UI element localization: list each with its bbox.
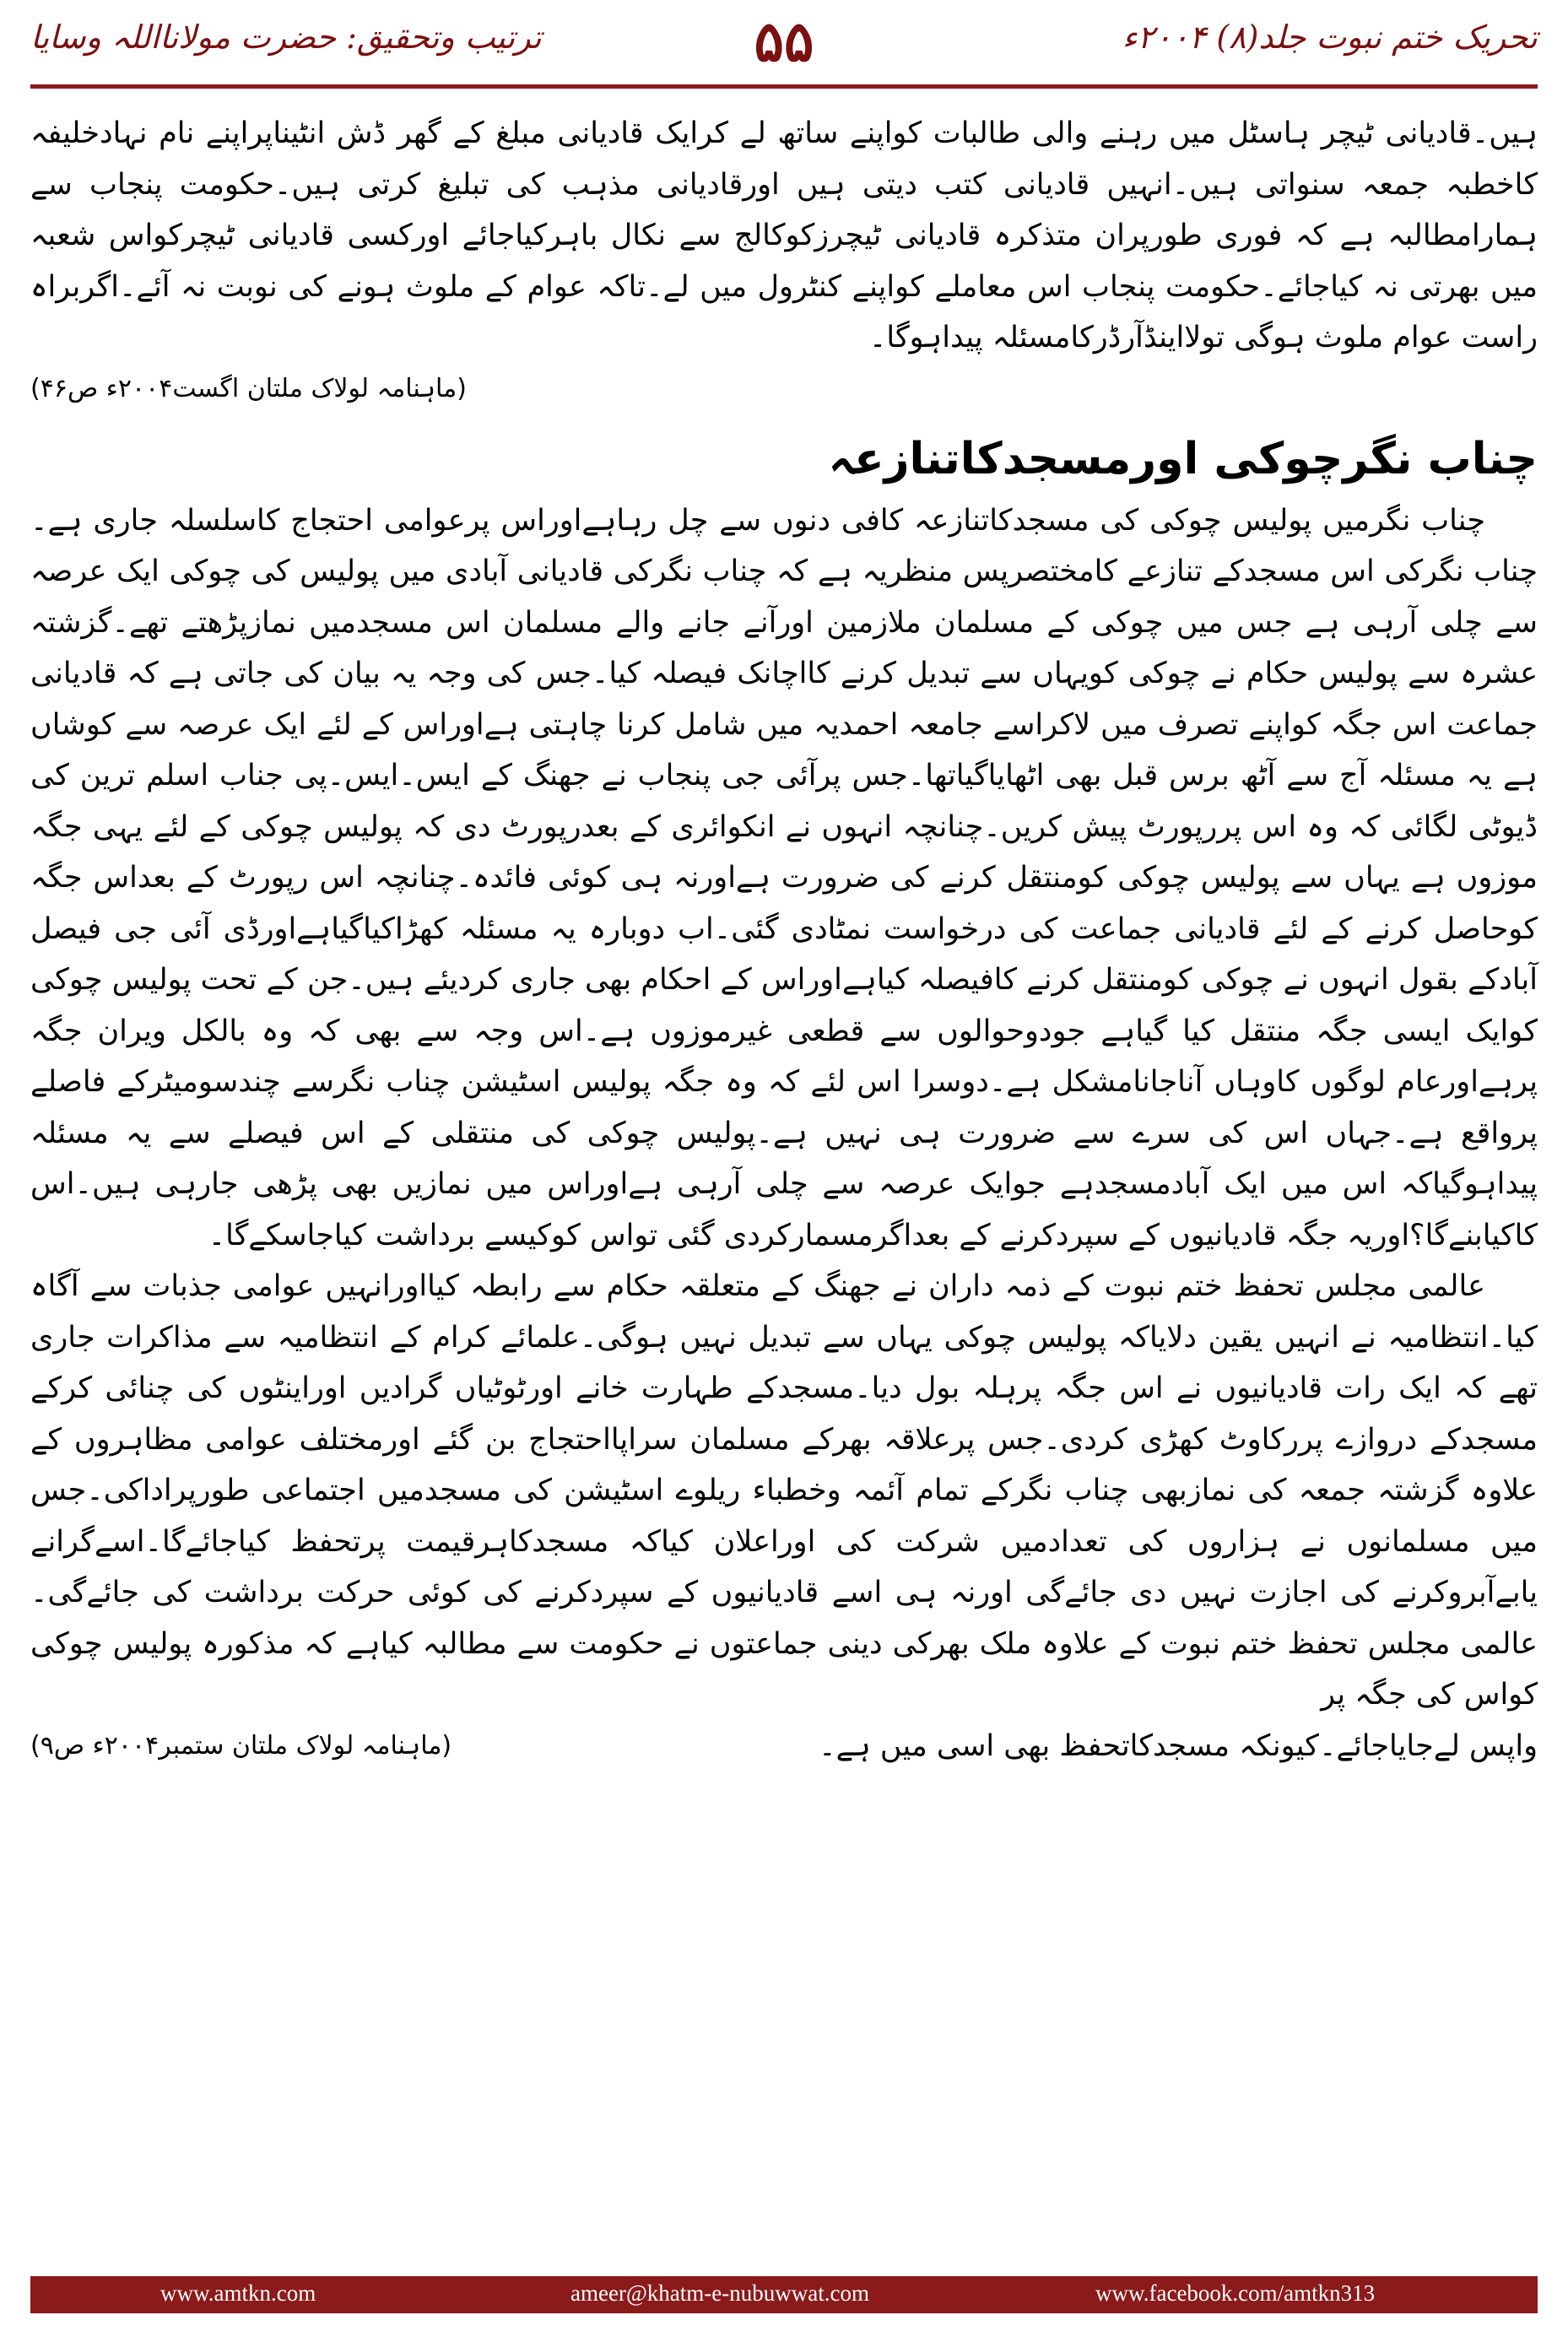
- section-heading: چناب نگرچوکی اورمسجدکاتنازعہ: [828, 433, 1538, 484]
- citation-august: [30, 365, 1538, 413]
- intro-paragraph: ہیں۔قادیانی ٹیچر ہاسٹل میں رہنے والی طالبات کواپنے ساتھ لے کرایک قادیانی مبلغ کے گھر ڈش انٹیناپراپنے نام نہادخلیفہ کاخطبہ جمعہ سنواتی ہیں۔انہیں قادیانی کتب دیتی ہیں اورقادیانی مذہب کی تبلیغ کرتی ہیں۔حکومت پنجاب سے ہمارامطالبہ ہے کہ فوری طورپران متذکرہ قادیانی ٹیچرزکوکالج سے نکال باہرکیاجائے اورکسی قادیانی ٹیچرکواس شعبہ میں بھرتی نہ کیاجائے۔حکومت پنجاب اس معاملے کواپنے کنٹرول میں لے۔تاکہ عوام کے ملوث ہونے کی نوبت نہ آئے۔اگربراہ راست عوام ملوث ہوگی تولااینڈآرڈرکامسئلہ پیداہوگا۔: [30, 116, 1538, 354]
- footer-facebook-link[interactable]: www.facebook.com/amtkn313: [1095, 2280, 1376, 2306]
- footer-website-link[interactable]: www.amtkn.com: [160, 2280, 316, 2306]
- page-content: [30, 108, 1538, 1771]
- citation-september: (ماہنامہ لولاک ملتان ستمبر۲۰۰۴ء ص۹): [30, 1730, 452, 1761]
- page-header: [30, 8, 1538, 79]
- header-divider: [30, 84, 1538, 89]
- closing-text: واپس لےجایاجائے۔کیونکہ مسجدکاتحفظ بھی اسی میں ہے۔: [819, 1728, 1538, 1763]
- body-paragraph-1: چناب نگرمیں پولیس چوکی کی مسجدکاتنازعہ کافی دنوں سے چل رہاہےاوراس پرعوامی احتجاج کاسلسلہ جاری ہے۔چناب نگرکی اس مسجدکے تنازعے کامختصرپس منظریہ ہے کہ چناب نگرکی قادیانی آبادی میں پولیس کی چوکی ایک عرصہ سے چلی آرہی ہے جس میں چوکی کے مسلمان ملازمین اورآنے جانے والے مسلمان اس مسجدمیں نمازپڑھتے تھے۔گزشتہ عشرہ سے پولیس حکام نے چوکی کویہاں سے تبدیل کرنے کااچانک فیصلہ کیا۔جس کی وجہ یہ بیان کی جاتی ہے کہ قادیانی جماعت اس جگہ کواپنے تصرف میں لاکراسے جامعہ احمدیہ میں شامل کرنا چاہتی ہےاوراس کے لئے ایک عرصہ سے کوشاں ہے یہ مسئلہ آج سے آٹھ برس قبل بھی اٹھایاگیاتھا۔جس پرآئی جی پنجاب نے جھنگ کے ایس۔ایس۔پی جناب اسلم ترین کی ڈیوٹی لگائی کہ وہ اس پررپورٹ پیش کریں۔چنانچہ انہوں نے انکوائری کے بعدرپورٹ دی کہ پولیس چوکی کے لئے یہی جگہ موزوں ہے یہاں سے پولیس چوکی کومنتقل کرنے کی ضرورت ہےاورنہ ہی کوئی فائدہ۔چنانچہ اس رپورٹ کے بعداس جگہ کوحاصل کرنے کے لئے قادیانی جماعت کی درخواست نمٹادی گئی۔اب دوبارہ یہ مسئلہ کھڑاکیاگیاہےاورڈی آئی جی فیصل آبادکے بقول انہوں نے چوکی کومنتقل کرنے کافیصلہ کیاہےاوراس کے احکام بھی جاری کردیئے ہیں۔جن کے تحت پولیس چوکی کوایک ایسی جگہ منتقل کیا گیاہے جودوحوالوں سے قطعی غیرموزوں ہے۔اس وجہ سے بھی کہ وہ بالکل ویران جگہ پرہےاورعام لوگوں کاوہاں آناجانامشکل ہے۔دوسرا اس لئے کہ وہ جگہ پولیس اسٹیشن چناب نگرسے چندسومیٹرکے فاصلے پرواقع ہے۔جہاں اس کی سرے سے ضرورت ہی نہیں ہے۔پولیس چوکی کی منتقلی کے اس فیصلے سے یہ مسئلہ پیداہوگیاکہ اس میں ایک آبادمسجدہے جوایک عرصہ سے چلی آرہی ہےاوراس میں نمازیں بھی پڑھی جارہی ہیں۔اس کاکیابنےگا؟اوریہ جگہ قادیانیوں کے سپردکرنے کے بعداگرمسمارکردی گئی تواس کوکیسے برداشت کیاجاسکےگا۔: [30, 503, 1538, 1252]
- compiler-credit: ترتیب وتحقیق: حضرت مولانااللہ وسایا: [30, 19, 542, 56]
- closing-line: [30, 1721, 1538, 1772]
- page-number: ۵۵: [754, 8, 814, 74]
- footer-email-link[interactable]: ameer@khatm-e-nubuwwat.com: [570, 2280, 869, 2306]
- citation-august-text: (ماہنامہ لولاک ملتان اگست۲۰۰۴ء ص۴۶): [30, 373, 467, 403]
- body-paragraph-2: عالمی مجلس تحفظ ختم نبوت کے ذمہ داران نے جھنگ کے متعلقہ حکام سے رابطہ کیااورانہیں عوامی جذبات سے آگاہ کیا۔انتظامیہ نے انہیں یقین دلایاکہ پولیس چوکی یہاں سے تبدیل نہیں ہوگی۔علمائے کرام کے انتظامیہ سے مذاکرات جاری تھے کہ ایک رات قادیانیوں نے اس جگہ پرہلہ بول دیا۔مسجدکے طہارت خانے اورٹوٹیاں گرادیں اوراینٹوں کی چنائی کرکے مسجدکے دروازے پررکاوٹ کھڑی کردی۔جس پرعلاقہ بھرکے مسلمان سراپااحتجاج بن گئے اورمختلف عوامی مظاہروں کے علاوہ گزشتہ جمعہ کی نمازبھی چناب نگرکے تمام آئمہ وخطباء ریلوے اسٹیشن کی مسجدمیں اجتماعی طورپراداکی۔جس میں مسلمانوں نے ہزاروں کی تعدادمیں شرکت کی اوراعلان کیاکہ مسجدکاہرقیمت پرتحفظ کیاجائےگا۔اسےگرانے یابےآبروکرنے کی اجازت نہیں دی جائےگی اورنہ ہی اسے قادیانیوں کے سپردکرنے کی کوئی حرکت برداشت کی جائےگی۔عالمی مجلس تحفظ ختم نبوت کے علاوہ ملک بھرکی دینی جماعتوں نے حکومت سے مطالبہ کیاہے کہ مذکورہ پولیس چوکی کواس کی جگہ پر: [30, 1269, 1538, 1712]
- page-footer: [30, 2276, 1538, 2313]
- book-title: تحریک ختم نبوت جلد(۸) ۲۰۰۴ء: [1122, 19, 1538, 56]
